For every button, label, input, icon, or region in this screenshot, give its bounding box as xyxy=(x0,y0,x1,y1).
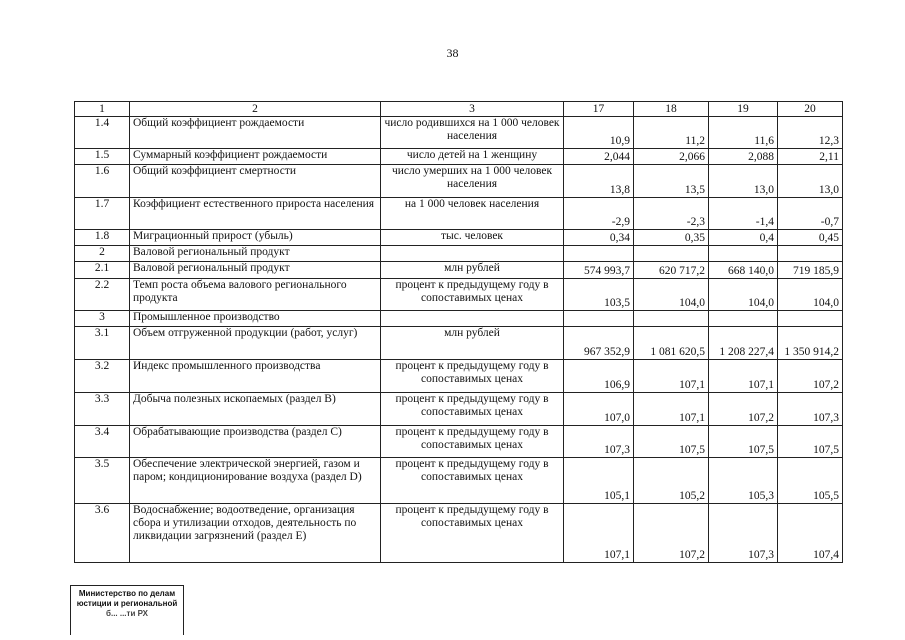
value-cell: 105,3 xyxy=(709,458,778,504)
value-cell xyxy=(634,246,709,262)
unit-cell: процент к предыдущему году в сопоставимых ценах xyxy=(381,504,564,563)
table-row xyxy=(75,117,843,149)
indicator-cell: Валовой региональный продукт xyxy=(130,262,381,279)
indicator-cell: Индекс промышленного производства xyxy=(130,360,381,393)
header-cell: 17 xyxy=(564,102,634,117)
indicator-cell: Добыча полезных ископаемых (раздел B) xyxy=(130,393,381,426)
unit-cell xyxy=(381,246,564,262)
row-number-cell: 3.1 xyxy=(75,327,130,360)
row-number-cell: 3.6 xyxy=(75,504,130,563)
row-number-cell: 3.2 xyxy=(75,360,130,393)
row-number-cell: 3 xyxy=(75,311,130,327)
indicator-cell: Промышленное производство xyxy=(130,311,381,327)
row-number-cell: 1.4 xyxy=(75,117,130,149)
unit-cell: тыс. человек xyxy=(381,230,564,246)
value-cell xyxy=(778,311,843,327)
unit-cell: процент к предыдущему году в сопоставимых ценах xyxy=(381,279,564,311)
value-cell: 2,044 xyxy=(564,149,634,165)
unit-cell: процент к предыдущему году в сопоставимых ценах xyxy=(381,360,564,393)
value-cell: 107,2 xyxy=(634,504,709,563)
table-row xyxy=(75,393,843,426)
unit-cell: млн рублей xyxy=(381,327,564,360)
value-cell: 103,5 xyxy=(564,279,634,311)
indicator-cell: Темп роста объема валового регионального продукта xyxy=(130,279,381,311)
row-number-cell: 1.6 xyxy=(75,165,130,198)
header-cell: 3 xyxy=(381,102,564,117)
value-cell: 13,0 xyxy=(778,165,843,198)
value-cell: 106,9 xyxy=(564,360,634,393)
value-cell: 13,8 xyxy=(564,165,634,198)
header-cell: 19 xyxy=(709,102,778,117)
value-cell: 620 717,2 xyxy=(634,262,709,279)
row-number-cell: 3.5 xyxy=(75,458,130,504)
value-cell xyxy=(634,311,709,327)
table-row xyxy=(75,246,843,262)
value-cell: 668 140,0 xyxy=(709,262,778,279)
indicator-cell: Обрабатывающие производства (раздел C) xyxy=(130,426,381,458)
indicator-cell: Коэффициент естественного прироста населения xyxy=(130,198,381,230)
value-cell xyxy=(709,246,778,262)
value-cell: 13,5 xyxy=(634,165,709,198)
unit-cell: число родившихся на 1 000 человек населения xyxy=(381,117,564,149)
table-row xyxy=(75,327,843,360)
row-number-cell: 3.3 xyxy=(75,393,130,426)
value-cell: 104,0 xyxy=(709,279,778,311)
row-number-cell: 1.5 xyxy=(75,149,130,165)
value-cell: 2,11 xyxy=(778,149,843,165)
value-cell: 107,4 xyxy=(778,504,843,563)
value-cell: 107,1 xyxy=(634,360,709,393)
table-row xyxy=(75,311,843,327)
unit-cell: на 1 000 человек населения xyxy=(381,198,564,230)
unit-cell: число детей на 1 женщину xyxy=(381,149,564,165)
table-row xyxy=(75,262,843,279)
stamp-line: Министерство по делам xyxy=(78,589,176,598)
table-row xyxy=(75,149,843,165)
value-cell: 105,5 xyxy=(778,458,843,504)
value-cell: 107,3 xyxy=(778,393,843,426)
value-cell: 2,066 xyxy=(634,149,709,165)
unit-cell: млн рублей xyxy=(381,262,564,279)
value-cell: 0,45 xyxy=(778,230,843,246)
unit-cell: процент к предыдущему году в сопоставимых ценах xyxy=(381,426,564,458)
value-cell: 104,0 xyxy=(634,279,709,311)
table-row xyxy=(75,458,843,504)
value-cell: 107,5 xyxy=(778,426,843,458)
value-cell: 574 993,7 xyxy=(564,262,634,279)
indicator-cell: Суммарный коэффициент рождаемости xyxy=(130,149,381,165)
value-cell: 107,5 xyxy=(709,426,778,458)
header-cell: 1 xyxy=(75,102,130,117)
value-cell: 105,2 xyxy=(634,458,709,504)
value-cell xyxy=(709,311,778,327)
value-cell: 2,088 xyxy=(709,149,778,165)
value-cell: 105,1 xyxy=(564,458,634,504)
value-cell: 107,1 xyxy=(564,504,634,563)
indicator-cell: Общий коэффициент рождаемости xyxy=(130,117,381,149)
value-cell: 107,0 xyxy=(564,393,634,426)
value-cell: -2,3 xyxy=(634,198,709,230)
value-cell: 719 185,9 xyxy=(778,262,843,279)
row-number-cell: 3.4 xyxy=(75,426,130,458)
indicator-cell: Миграционный прирост (убыль) xyxy=(130,230,381,246)
table-row xyxy=(75,165,843,198)
value-cell: 107,5 xyxy=(634,426,709,458)
header-cell: 2 xyxy=(130,102,381,117)
indicator-cell: Общий коэффициент смертности xyxy=(130,165,381,198)
value-cell: 107,1 xyxy=(709,360,778,393)
table-row xyxy=(75,360,843,393)
stamp-line: юстиции и региональной xyxy=(76,599,178,608)
value-cell: 104,0 xyxy=(778,279,843,311)
value-cell: 0,35 xyxy=(634,230,709,246)
value-cell: 1 350 914,2 xyxy=(778,327,843,360)
value-cell: 11,6 xyxy=(709,117,778,149)
row-number-cell: 2.1 xyxy=(75,262,130,279)
registration-stamp xyxy=(70,585,184,635)
value-cell: -1,4 xyxy=(709,198,778,230)
row-number-cell: 1.8 xyxy=(75,230,130,246)
header-cell: 20 xyxy=(778,102,843,117)
value-cell: 107,2 xyxy=(778,360,843,393)
value-cell: 12,3 xyxy=(778,117,843,149)
value-cell: 0,4 xyxy=(709,230,778,246)
stamp-line: б... ...ти РХ xyxy=(106,609,148,618)
indicator-cell: Объем отгруженной продукции (работ, услуг) xyxy=(130,327,381,360)
value-cell: 1 081 620,5 xyxy=(634,327,709,360)
indicator-cell: Валовой региональный продукт xyxy=(130,246,381,262)
value-cell: 10,9 xyxy=(564,117,634,149)
value-cell xyxy=(564,311,634,327)
unit-cell xyxy=(381,311,564,327)
unit-cell: процент к предыдущему году в сопоставимых ценах xyxy=(381,393,564,426)
row-number-cell: 1.7 xyxy=(75,198,130,230)
value-cell: 107,1 xyxy=(634,393,709,426)
indicators-table xyxy=(74,101,843,563)
unit-cell: процент к предыдущему году в сопоставимых ценах xyxy=(381,458,564,504)
value-cell: 1 208 227,4 xyxy=(709,327,778,360)
table-row xyxy=(75,504,843,563)
value-cell: 13,0 xyxy=(709,165,778,198)
value-cell xyxy=(778,246,843,262)
row-number-cell: 2 xyxy=(75,246,130,262)
value-cell: 0,34 xyxy=(564,230,634,246)
table-row xyxy=(75,230,843,246)
page-number: 38 xyxy=(446,46,459,60)
value-cell: -2,9 xyxy=(564,198,634,230)
value-cell: 107,2 xyxy=(709,393,778,426)
value-cell: 107,3 xyxy=(709,504,778,563)
value-cell xyxy=(564,246,634,262)
header-cell: 18 xyxy=(634,102,709,117)
indicator-cell: Водоснабжение; водоотведение, организация сбора и утилизации отходов, деятельность по ликвидации загрязнений (раздел E) xyxy=(130,504,381,563)
value-cell: 11,2 xyxy=(634,117,709,149)
table-row xyxy=(75,198,843,230)
row-number-cell: 2.2 xyxy=(75,279,130,311)
table-header-row xyxy=(75,102,843,117)
value-cell: 107,3 xyxy=(564,426,634,458)
table-row xyxy=(75,279,843,311)
indicator-cell: Обеспечение электрической энергией, газом и паром; кондиционирование воздуха (раздел D) xyxy=(130,458,381,504)
unit-cell: число умерших на 1 000 человек населения xyxy=(381,165,564,198)
value-cell: -0,7 xyxy=(778,198,843,230)
table-row xyxy=(75,426,843,458)
value-cell: 967 352,9 xyxy=(564,327,634,360)
